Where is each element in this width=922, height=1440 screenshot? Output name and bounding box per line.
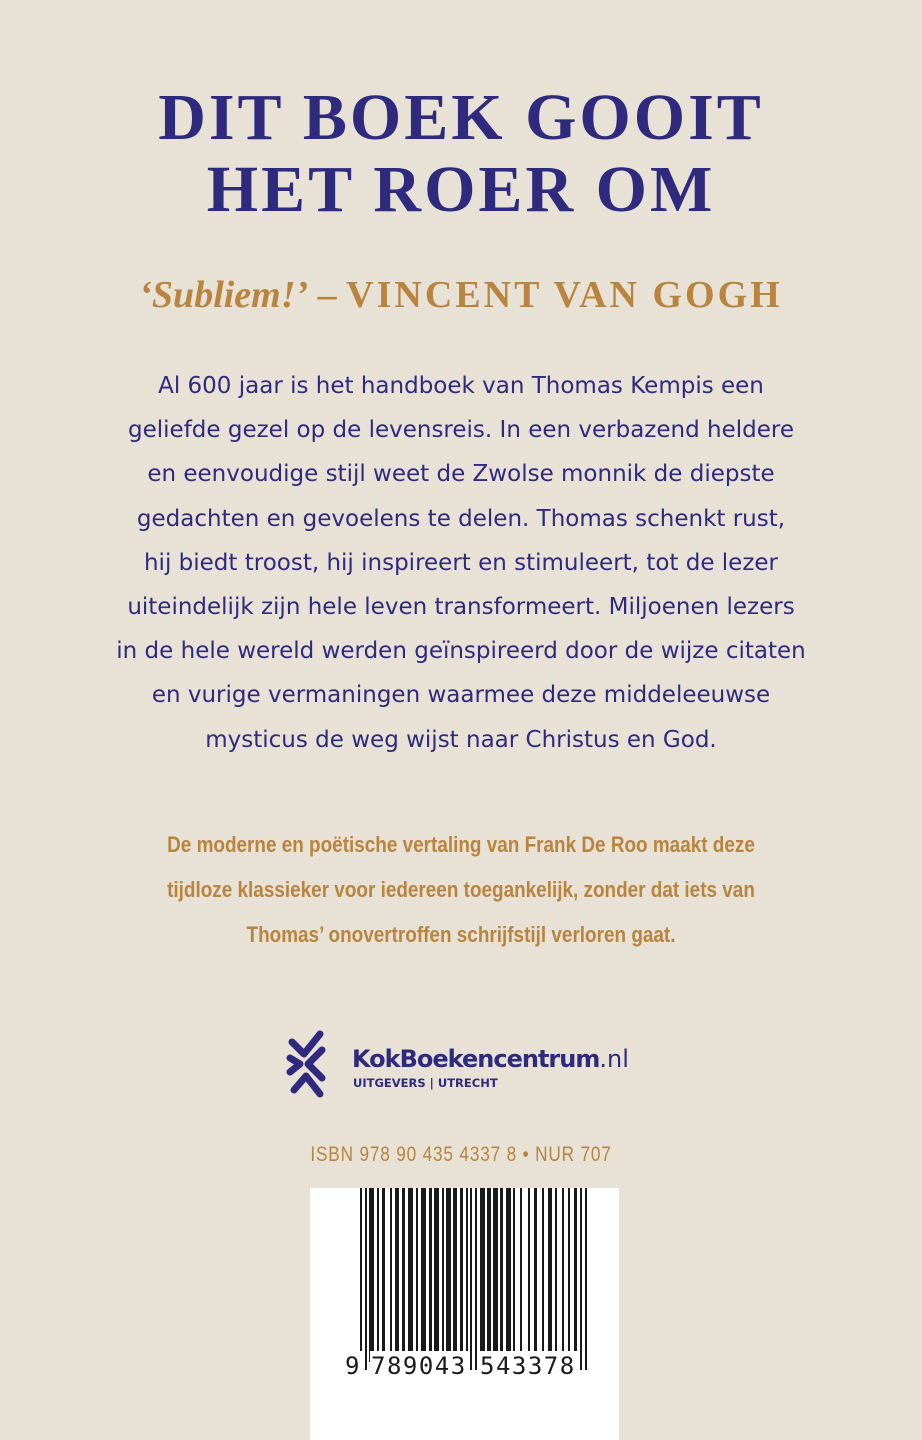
headline-line-2: HET ROER OM	[206, 153, 716, 226]
publisher-logo	[284, 1028, 684, 1100]
blurb-line: hij biedt troost, hij inspireert en stimuleert, tot de lezer	[143, 549, 779, 576]
endorsement-quote	[0, 272, 922, 318]
barcode-right-digits: 543378	[480, 1352, 576, 1380]
publisher-subtitle: UITGEVERS | UTRECHT	[353, 1076, 498, 1090]
barcode-lead-digit: 9	[345, 1352, 361, 1380]
blurb-paragraph	[80, 364, 842, 762]
quote-dash: –	[308, 274, 347, 316]
kokboekencentrum-logo-icon	[284, 1028, 336, 1100]
translation-promo	[133, 822, 788, 957]
headline-line-1: DIT BOEK GOOIT	[158, 81, 764, 154]
promo-line: De moderne en poëtische vertaling van Frank De Roo maakt deze	[167, 832, 755, 857]
publisher-name	[352, 1046, 629, 1072]
headline	[0, 82, 922, 226]
barcode-left-digits: 789043	[371, 1352, 467, 1380]
barcode-bars-icon	[310, 1188, 619, 1440]
blurb-line: uiteindelijk zijn hele leven transformeert. Miljoenen lezers	[127, 594, 795, 621]
blurb-line: mysticus de weg wijst naar Christus en God.	[205, 726, 717, 753]
promo-line: tijdloze klassieker voor iedereen toegankelijk, zonder dat iets van	[167, 877, 755, 902]
blurb-line: in de hele wereld werden geïnspireerd door de wijze citaten	[116, 638, 806, 665]
blurb-line: geliefde gezel op de levensreis. In een verbazend heldere	[128, 417, 794, 444]
promo-line: Thomas’ onovertroffen schrijfstijl verloren gaat.	[246, 922, 676, 947]
barcode	[310, 1188, 619, 1440]
blurb-line: gedachten en gevoelens te delen. Thomas schenkt rust,	[136, 505, 786, 532]
blurb-line: en eenvoudige stijl weet de Zwolse monnik de diepste	[147, 461, 775, 488]
quote-author: VINCENT VAN GOGH	[346, 274, 783, 316]
blurb-line: en vurige vermaningen waarmee deze middeleeuwse	[151, 682, 771, 709]
publisher-tld: .nl	[599, 1045, 629, 1073]
publisher-name-text: KokBoekencentrum	[352, 1045, 600, 1073]
quote-text: ‘Subliem!’	[139, 274, 309, 316]
isbn-nur: ISBN 978 90 435 4337 8 • NUR 707	[310, 1143, 612, 1166]
blurb-line: Al 600 jaar is het handboek van Thomas Kempis een	[158, 373, 764, 399]
